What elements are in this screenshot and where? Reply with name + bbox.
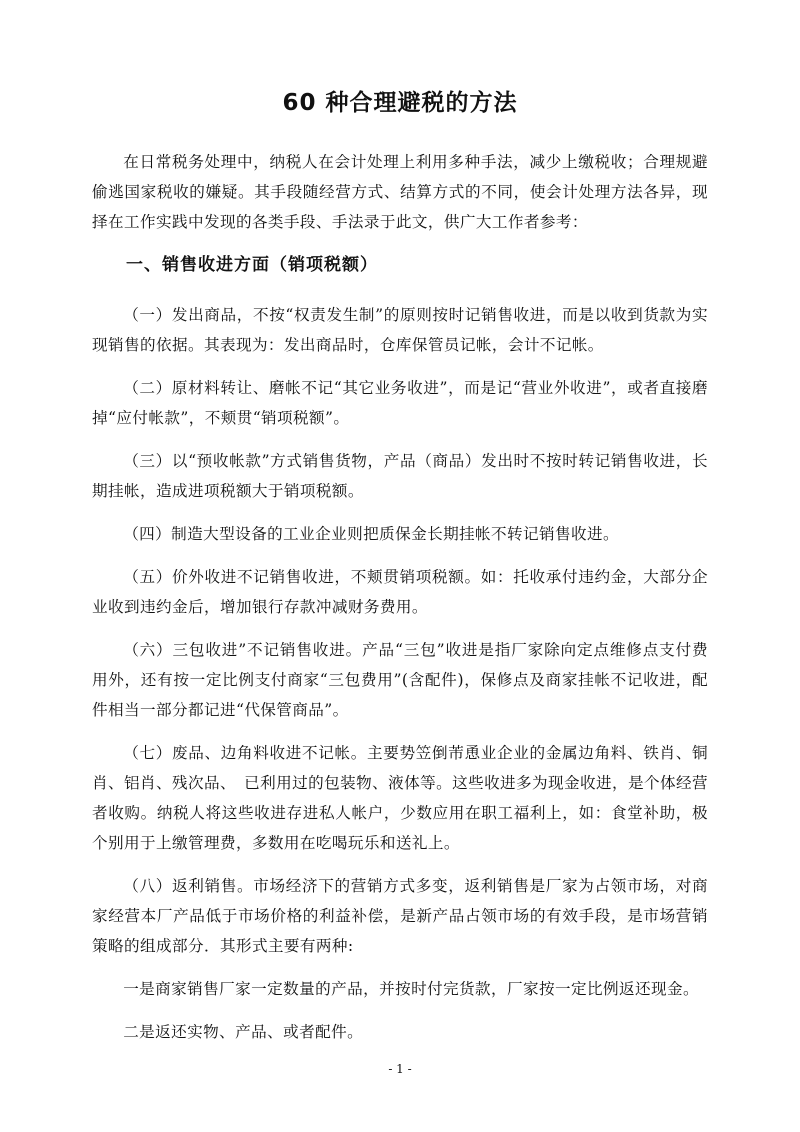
body-paragraph-5: （五）价外收进不记销售收进，不颊贯销项税额。如：托收承付违约金，大部分企业收到违约金后，增加银行存款冲减财务费用。	[92, 568, 708, 616]
body-paragraph-6: （六）三包收进”不记销售收进。产品“三包”收进是指厂家除向定点维修点支付费用外，还有按一定比例支付商家“三包费用”(含配件)，保修点及商家挂帐不记收进，配件相当一部分都记进“代保管商品”。	[92, 641, 708, 719]
body-paragraph-2: （二）原材料转让、磨帐不记“其它业务收进”，而是记“营业外收进”，或者直接磨掉“应付帐款”，不颊贯“销项税额”。	[92, 379, 708, 427]
body-paragraph-3: （三）以“预收帐款”方式销售货物，产品（商品）发出时不按时转记销售收进，长期挂帐，造成进项税额大于销项税额。	[92, 452, 708, 500]
document-body	[92, 147, 708, 1060]
page-number: - 1 -	[388, 1062, 412, 1076]
body-paragraph-7: （七）废品、边角料收进不记帐。主要势笠倒芾恿业企业的金属边角料、铁肖、铜肖、铝肖、残次品、 已利用过的包装物、液体等。这些收进多为现金收进，是个体经营者收购。纳税人将这些收进存进私人帐户，少数应用在职工福利上，如：食堂补助，极个别用于上缴管理费，多数用在吃喝玩乐和送礼上。	[92, 744, 708, 852]
section-heading: 一、销售收进方面（销项税额）	[126, 255, 378, 275]
document-title: 60 种合理避税的方法	[282, 90, 518, 116]
body-paragraph-1: （一）发出商品，不按“权责发生制”的原则按时记销售收进，而是以收到货款为实现销售的依据。其表现为：发出商品时，仓库保管员记帐，会计不记帐。	[92, 306, 708, 354]
intro-paragraph: 在日常税务处理中，纳税人在会计处理上利用多种手法，减少上缴税收；合理规避偷逃国家税收的嫌疑。其手段随经营方式、结算方式的不同，使会计处理方法各异，现择在工作实践中发现的各类手段、手法录于此文，供广大工作者参考：	[92, 153, 708, 231]
body-paragraph-8: （八）返利销售。市场经济下的营销方式多变，返利销售是厂家为占领市场，对商家经营本厂产品低于市场价格的利益补偿，是新产品占领市场的有效手段，是市场营销策略的组成部分．其形式主要有两种:	[92, 877, 708, 955]
body-paragraph-9: 一是商家销售厂家一定数量的产品，并按时付完货款，厂家按一定比例返还现金。	[123, 980, 699, 998]
body-paragraph-10: 二是返还实物、产品、或者配件。	[123, 1023, 364, 1041]
body-paragraph-4: （四）制造大型设备的工业企业则把质保金长期挂帐不转记销售收进。	[123, 525, 619, 543]
